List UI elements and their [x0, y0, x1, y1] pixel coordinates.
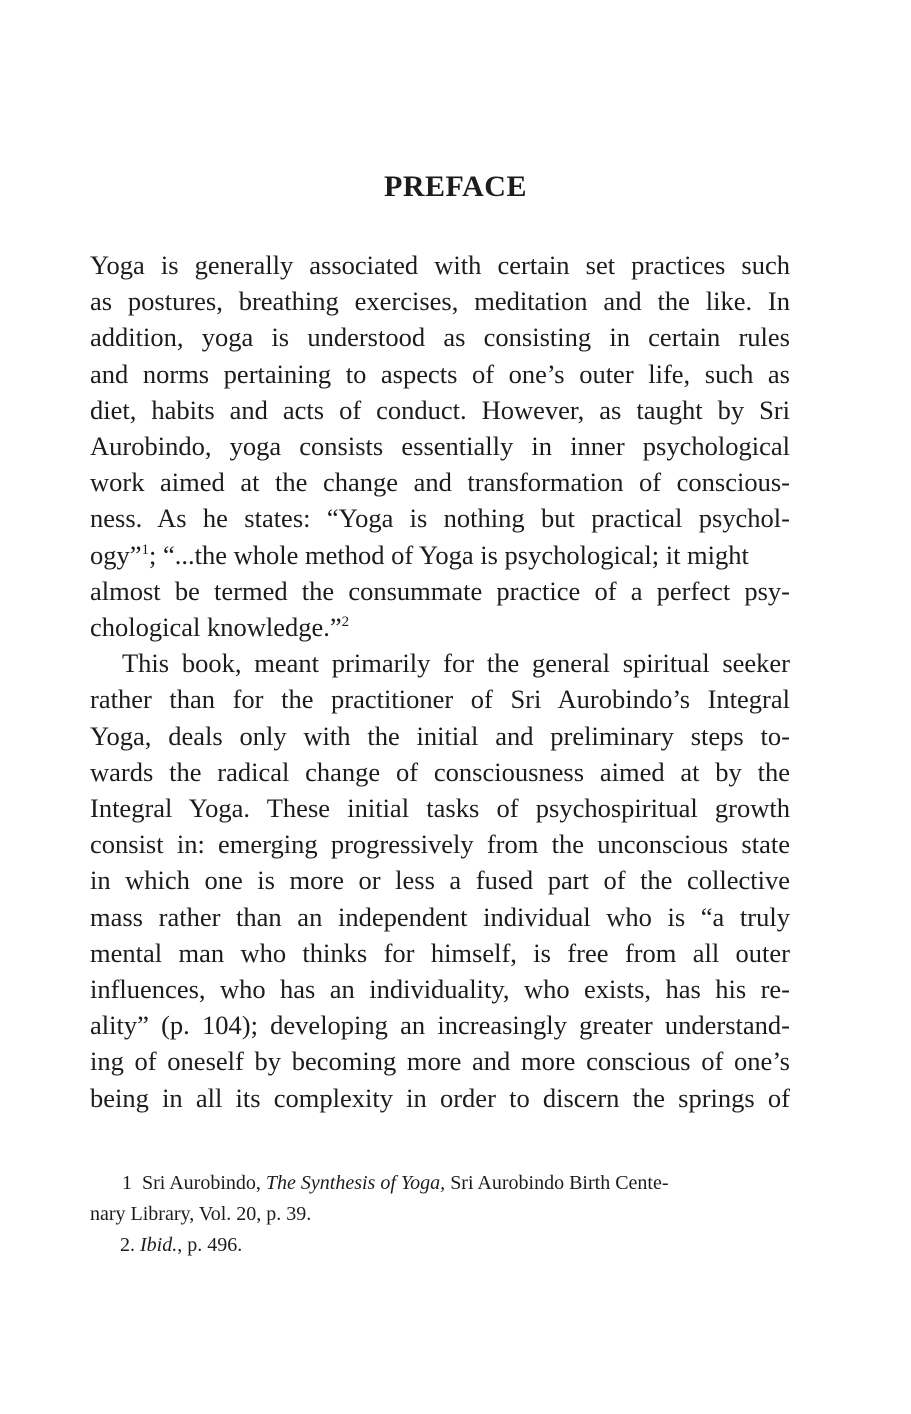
- text-line: and norms pertaining to aspects of one’s outer life, such as: [90, 358, 790, 389]
- footnote-text: Sri Aurobindo Birth Cente-: [450, 1172, 669, 1194]
- footnote-number: 2.: [120, 1234, 135, 1256]
- body-text: [90, 247, 790, 1116]
- paragraph-1: [90, 247, 790, 645]
- text-line: rather than for the practitioner of Sri Aurobindo’s Integral: [90, 684, 790, 715]
- footnote-author: Sri Aurobindo,: [142, 1172, 261, 1194]
- text-line: ness. As he states: “Yoga is nothing but practical psychol-: [90, 503, 790, 534]
- text-line-with-footnote: [90, 609, 790, 645]
- page-title: PREFACE: [384, 170, 527, 203]
- text-line: addition, yoga is understood as consisting in certain rules: [90, 322, 790, 353]
- footnote-1-continued: nary Library, Vol. 20, p. 39.: [90, 1203, 312, 1225]
- text-line: Yoga, deals only with the initial and preliminary steps to-: [90, 720, 790, 751]
- footnote-ref-2: 2: [341, 614, 350, 631]
- text-line: ality” (p. 104); developing an increasingly greater understand-: [90, 1010, 790, 1041]
- text-line: in which one is more or less a fused part of the collective: [90, 865, 790, 896]
- text-segment: ; “...the whole method of Yoga is psychological; it might: [149, 539, 749, 570]
- footnote-text: , p. 496.: [177, 1234, 243, 1256]
- footnote-1: [90, 1168, 790, 1199]
- text-segment: ogy”: [90, 539, 142, 570]
- footnote-book-title: The Synthesis of Yoga,: [265, 1172, 446, 1194]
- text-line: wards the radical change of consciousness aimed at by the: [90, 756, 790, 787]
- text-line: Yoga is generally associated with certain set practices such: [90, 250, 790, 280]
- text-line-with-footnote: [90, 537, 790, 573]
- text-line: Integral Yoga. These initial tasks of psychospiritual growth: [90, 793, 790, 824]
- footnote-2: [90, 1230, 790, 1261]
- text-line: mental man who thinks for himself, is free from all outer: [90, 937, 790, 968]
- text-line: being in all its complexity in order to discern the springs of: [90, 1082, 790, 1113]
- text-line: diet, habits and acts of conduct. However, as taught by Sri: [90, 394, 790, 425]
- footnote-ref-1: 1: [141, 541, 150, 558]
- footnotes: [90, 1168, 790, 1261]
- paragraph-2: [90, 645, 790, 1116]
- text-line: consist in: emerging progressively from the unconscious state: [90, 829, 790, 860]
- footnote-number: 1: [122, 1172, 132, 1194]
- text-line: as postures, breathing exercises, meditation and the like. In: [90, 286, 790, 317]
- text-line: work aimed at the change and transformation of conscious-: [90, 467, 790, 498]
- text-line: almost be termed the consummate practice of a perfect psy-: [90, 575, 790, 606]
- text-line: ing of oneself by becoming more and more conscious of one’s: [90, 1046, 790, 1077]
- text-line: influences, who has an individuality, who exists, has his re-: [90, 974, 790, 1005]
- text-line: This book, meant primarily for the general spiritual seeker: [122, 648, 790, 679]
- footnote-ibid: Ibid.: [140, 1234, 178, 1256]
- text-line: mass rather than an independent individual who is “a truly: [90, 901, 790, 932]
- text-segment: chological knowledge.”: [90, 612, 342, 643]
- text-line: Aurobindo, yoga consists essentially in inner psychological: [90, 431, 790, 462]
